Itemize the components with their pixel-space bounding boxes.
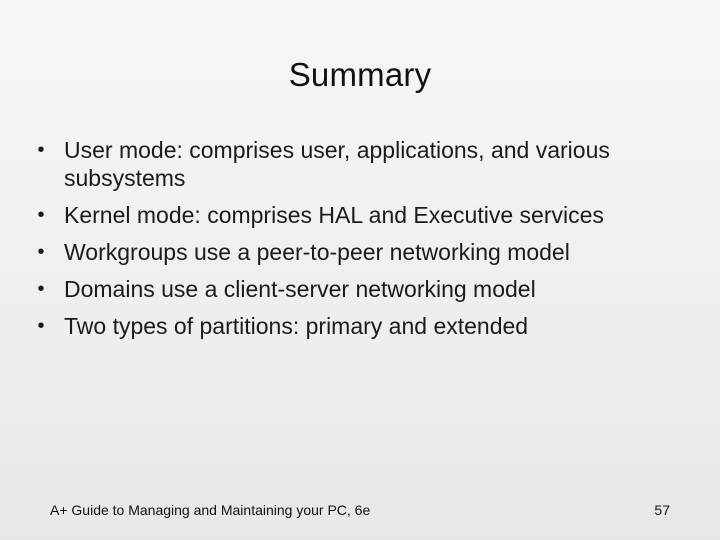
bullet-item <box>34 312 704 340</box>
bullet-text: Workgroups use a peer-to-peer networking model <box>64 239 570 265</box>
slide-title-text: Summary <box>288 56 432 93</box>
bullet-text: Two types of partitions: primary and extended <box>64 313 529 339</box>
bullet-item <box>34 201 704 229</box>
bullet-item <box>34 136 704 192</box>
page-number: 57 <box>654 502 670 518</box>
bullet-dot-icon: • <box>37 204 45 226</box>
bullet-dot-icon: • <box>37 278 45 300</box>
bullet-item <box>34 238 704 266</box>
bullet-list <box>34 136 704 349</box>
bullet-item <box>34 275 704 303</box>
slide-title <box>0 56 720 94</box>
bullet-dot-icon: • <box>37 315 45 337</box>
bullet-text: Domains use a client-server networking model <box>64 276 536 302</box>
bullet-dot-icon: • <box>37 241 45 263</box>
footer-text: A+ Guide to Managing and Maintaining your PC, 6e <box>50 502 371 518</box>
bullet-text: Kernel mode: comprises HAL and Executive services <box>64 202 604 228</box>
bullet-text: User mode: comprises user, applications, and various subsystems <box>64 137 610 191</box>
bullet-dot-icon: • <box>37 139 45 161</box>
